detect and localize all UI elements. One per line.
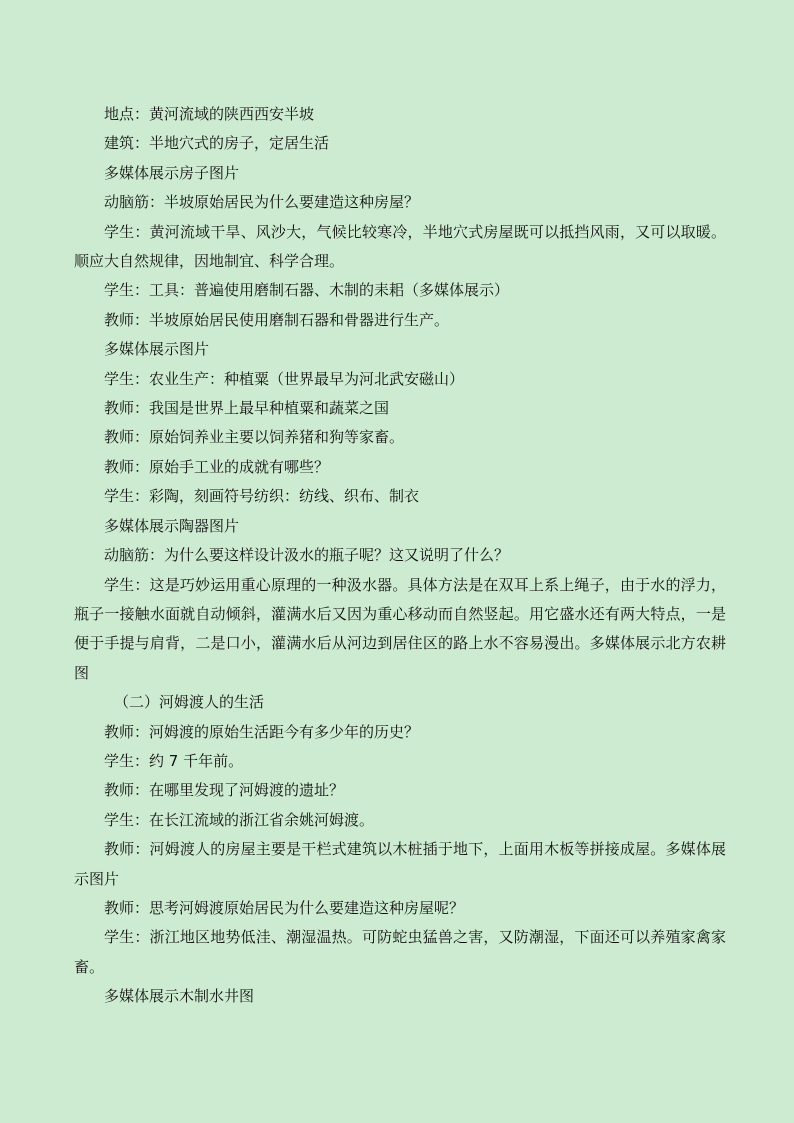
paragraph-media-pottery: 多媒体展示陶器图片 [104,516,240,535]
document-body [74,100,726,1012]
paragraph-student-pottery: 学生：彩陶，刻画符号纺织：纺线、织布、制衣 [104,487,420,506]
paragraph-teacher-millet: 教师：我国是世界上最早种植粟和蔬菜之国 [104,399,390,418]
paragraph-teacher-question-stilt: 教师：思考河姆渡原始居民为什么要建造这种房屋呢？ [104,898,465,917]
paragraph-teacher-site: 教师：在哪里发现了河姆渡的遗址？ [104,781,345,800]
paragraph-teacher-stilt-house: 教师：河姆渡人的房屋主要是干栏式建筑以木桩插于地下，上面用木板等拼接成屋。多媒体展示图片 [74,840,726,888]
paragraph-media-house: 多媒体展示房子图片 [104,163,240,182]
paragraph-student-bottle: 学生：这是巧妙运用重心原理的一种汲水器。具体方法是在双耳上系上绳子，由于水的浮力，瓶子一接触水面就自动倾斜，灌满水后又因为重心移动而自然竖起。用它盛水还有两大特点，一是便于手提与肩背，二是口小，灌满水后从河边到居住区的路上水不容易漫出。多媒体展示北方农耕图 [74,575,726,682]
paragraph-student-stilt-answer: 学生：浙江地区地势低洼、潮湿温热。可防蛇虫猛兽之害，又防潮湿，下面还可以养殖家禽家畜。 [74,928,726,976]
paragraph-question-bottle: 动脑筋：为什么要这样设计汲水的瓶子呢？这又说明了什么？ [104,546,510,565]
paragraph-media-well: 多媒体展示木制水井图 [104,987,255,1006]
paragraph-student-answer-house: 学生：黄河流域干旱、风沙大，气候比较寒冷，半地穴式房屋既可以抵挡风雨，又可以取暖。顺应大自然规律，因地制宜、科学合理。 [74,222,726,271]
section-heading-hemudu: （二）河姆渡人的生活 [114,693,265,712]
paragraph-teacher-tools: 教师：半坡原始居民使用磨制石器和骨器进行生产。 [104,310,450,329]
paragraph-student-tools: 学生：工具：普遍使用磨制石器、木制的耒耜（多媒体展示） [104,281,510,300]
paragraph-question-house: 动脑筋：半坡原始居民为什么要建造这种房屋？ [104,193,420,212]
paragraph-location: 地点：黄河流域的陕西西安半坡 [104,105,315,123]
paragraph-teacher-livestock: 教师：原始饲养业主要以饲养猪和狗等家畜。 [104,428,405,447]
paragraph-teacher-handicraft: 教师：原始手工业的成就有哪些？ [104,457,330,476]
paragraph-student-history: 学生：约 7 千年前。 [104,751,244,770]
paragraph-student-agriculture: 学生：农业生产：种植粟（世界最早为河北武安磁山） [104,369,465,388]
paragraph-student-site: 学生：在长江流域的浙江省余姚河姆渡。 [104,810,375,829]
paragraph-teacher-history: 教师：河姆渡的原始生活距今有多少年的历史？ [104,722,420,741]
paragraph-architecture: 建筑：半地穴式的房子，定居生活 [104,134,330,153]
paragraph-media-image: 多媒体展示图片 [104,340,210,359]
